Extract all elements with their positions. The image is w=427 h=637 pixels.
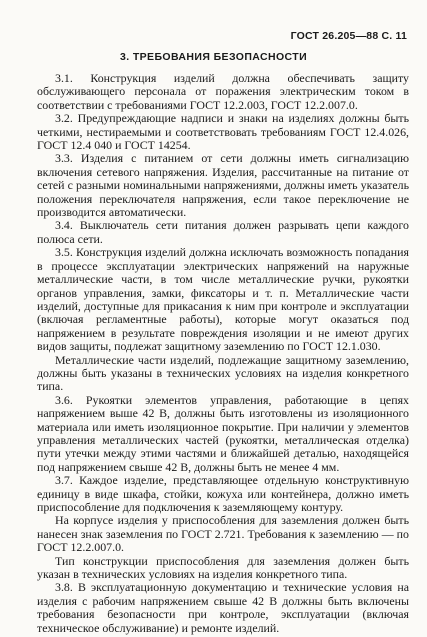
document-body — [37, 72, 409, 635]
paragraph-3-6: 3.6. Рукоятки элементов управления, работающие в цепях напряжением выше 42 В, должны быть изготовлены из изоляционного материала или иметь изоляционное покрытие. При наличии у элементов управления металлических частей (рукоятки, металлическая отделка) пути утечки между этими частями и ближайшей деталью, находящейся под напряжением свыше 42 В, должны быть не менее 4 мм. — [37, 392, 409, 474]
page-header: ГОСТ 26.205—88 С. 11 — [290, 30, 407, 42]
paragraph-3-7-type: Тип конструкции приспособления для заземления должен быть указан в технических условиях на изделия конкретного типа. — [37, 553, 409, 582]
section-title: 3. ТРЕБОВАНИЯ БЕЗОПАСНОСТИ — [119, 51, 308, 63]
paragraph-3-8: 3.8. В эксплуатационную документацию и технические условия на изделия с рабочим напряжением свыше 42 В должны быть включены требования безопасности при контроле, эксплуатации (включая техническое обслуживание) и ремонте изделий. — [37, 580, 409, 635]
paragraph-3-7-marking: На корпусе изделия у приспособления для заземления должен быть нанесен знак заземления по ГОСТ 2.721. Требования к заземлению — по ГОСТ 12.2.007.0. — [37, 513, 409, 555]
paragraph-3-2: 3.2. Предупреждающие надписи и знаки на изделиях должны быть четкими, нестираемыми и соответствовать требованиям ГОСТ 12.4.026, ГОСТ 12.4 040 и ГОСТ 14254. — [37, 111, 409, 153]
paragraph-3-1: 3.1. Конструкция изделий должна обеспечивать защиту обслуживающего персонала от поражения электрическим током в соответствии с требованиями ГОСТ 12.2.003, ГОСТ 12.2.007.0. — [37, 71, 409, 112]
paragraph-3-4: 3.4. Выключатель сети питания должен разрывать цепи каждого полюса сети. — [37, 218, 409, 246]
paragraph-3-5: 3.5. Конструкция изделий должна исключать возможность попадания в процессе эксплуатации электрических напряжений на наружные металлические части, в том числе металлические ручки, рукоятки органов управления, замки, фиксаторы и т. п. Металлические части изделий, доступные для прикасания к ним при контроле и эксплуатации (включая регламентные работы), которые могут оказаться под напряжением в результате повреждения изоляции и не имеют других видов защиты, подлежат защитному заземлению по ГОСТ 12.1.030. — [37, 245, 409, 354]
paragraph-3-5-grounding: Металлические части изделий, подлежащие защитному заземлению, должны быть указаны в технических условиях на изделия конкретного типа. — [37, 352, 409, 394]
paragraph-3-7: 3.7. Каждое изделие, представляющее отдельную конструктивную единицу в виде шкафа, стойки, кожуха или контейнера, должно иметь приспособление для подключения к заземляющему контуру. — [37, 473, 409, 514]
paragraph-3-3: 3.3. Изделия с питанием от сети должны иметь сигнализацию включения сетевого напряжения. Изделия, рассчитанные на питание от сетей с разными номинальными напряжениями, должны иметь указатель положения переключателя напряжения, если такое переключение не производится автоматически. — [37, 151, 409, 220]
